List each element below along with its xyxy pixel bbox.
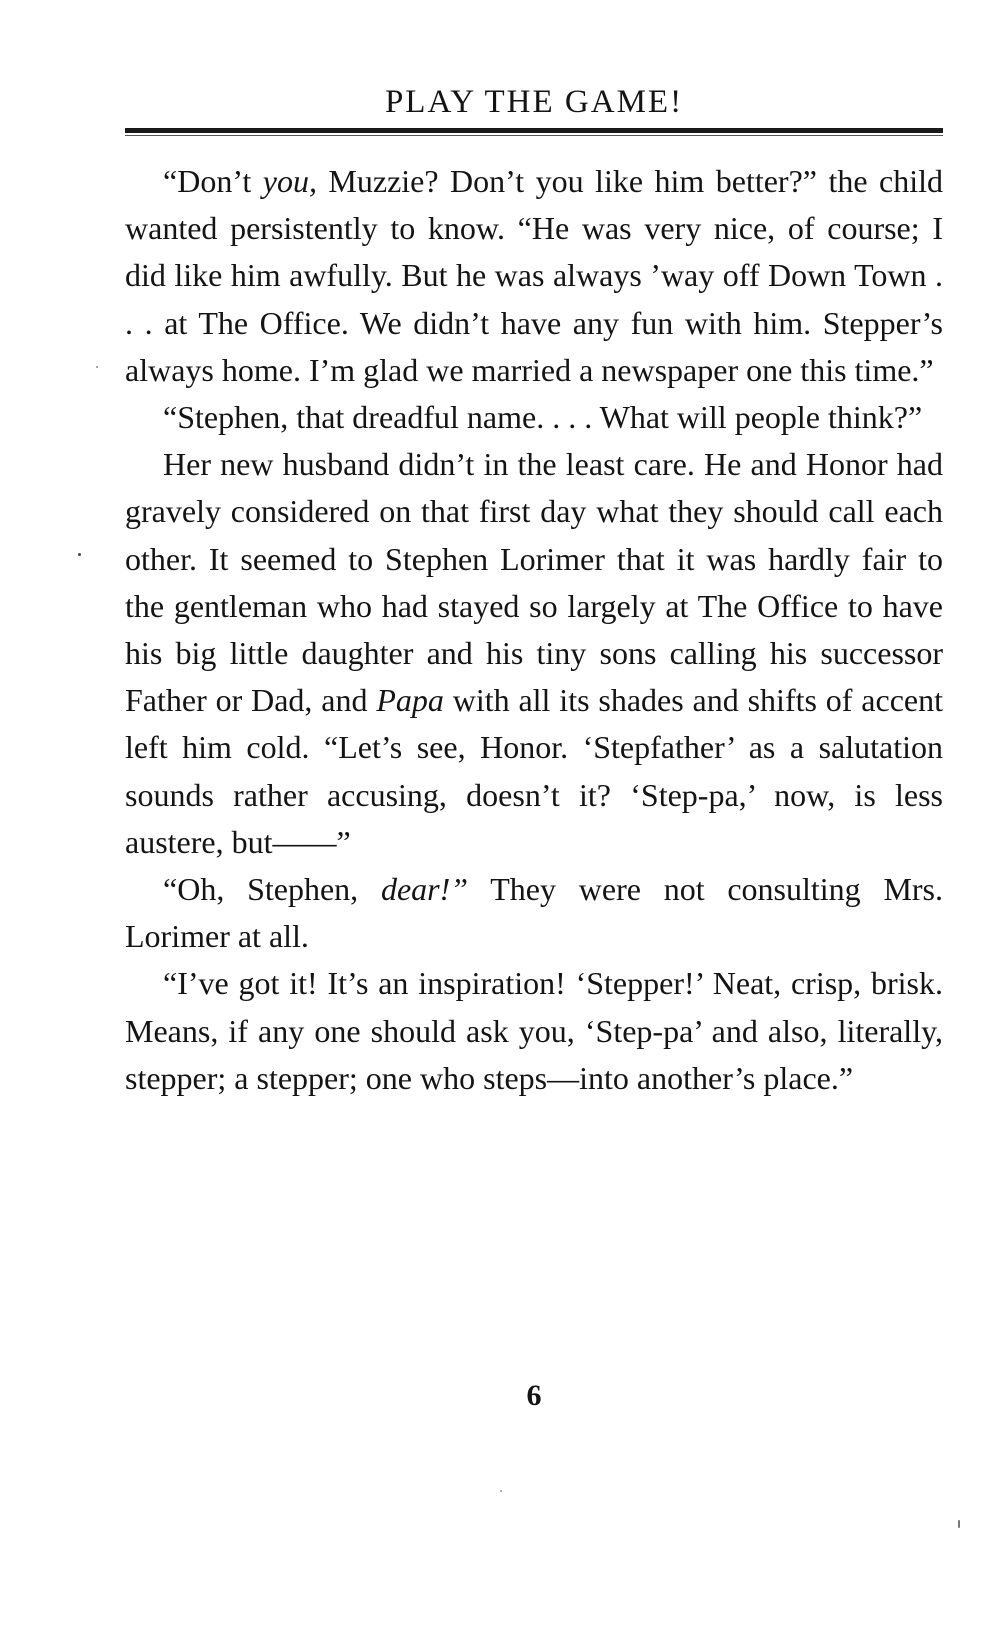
text-run: “Oh, Stephen, (163, 871, 381, 908)
body-text (125, 158, 943, 1102)
header-rule-thin (125, 135, 943, 136)
scan-speck (500, 1490, 502, 1492)
text-run: “Don’t (163, 163, 263, 199)
scan-speck (78, 553, 81, 556)
scan-speck (958, 1520, 960, 1528)
paragraph-1 (125, 158, 943, 394)
italic-run: dear!” (380, 871, 469, 908)
paragraph-2 (125, 394, 943, 441)
text-run: “I’ve got it! It’s an inspiration! ‘Stepper!’ Neat, crisp, brisk. Means, if any one should ask you, ‘Step-pa’ and also, literally, stepper; a stepper; one who steps—into another’s place.” (125, 965, 943, 1096)
header-rule (125, 128, 943, 133)
paragraph-3 (125, 441, 943, 866)
text-run: Her new husband didn’t in the least care. He and Honor had gravely considered on that first day what they should call each other. It seemed to Stephen Lorimer that it was hardly fair to the gentleman who had stayed so largely at The Office to have his big little daughter and his tiny sons calling his successor Father or Dad, and (125, 446, 943, 719)
italic-run: Papa (376, 682, 444, 719)
running-head: PLAY THE GAME! (384, 84, 684, 120)
paragraph-4 (125, 866, 943, 960)
page-number: 6 (526, 1379, 542, 1412)
text-run: with all its shades and shifts of accent left him cold. “Let’s see, Honor. ‘Stepfather’ as a salutation sounds rather accusing, doesn’t it? ‘Step-pa,’ now, is less austere, but——” (125, 682, 944, 860)
text-run: They were not consulting Mrs. Lorimer at all. (125, 871, 943, 955)
paragraph-5 (125, 960, 943, 1102)
text-run: Muzzie? Don’t you like him better?” the child wanted persistently to know. “He was very nice, of course; I did like him awfully. But he was always ’way off Down Town . . . at The Office. We didn’t have any fun with him. Stepper’s always home. I’m glad we married a newspaper one this time.” (125, 163, 944, 388)
italic-run: you, (262, 163, 317, 199)
text-run: “Stephen, that dreadful name. . . . What will people think?” (163, 399, 923, 436)
scan-speck (96, 366, 98, 368)
